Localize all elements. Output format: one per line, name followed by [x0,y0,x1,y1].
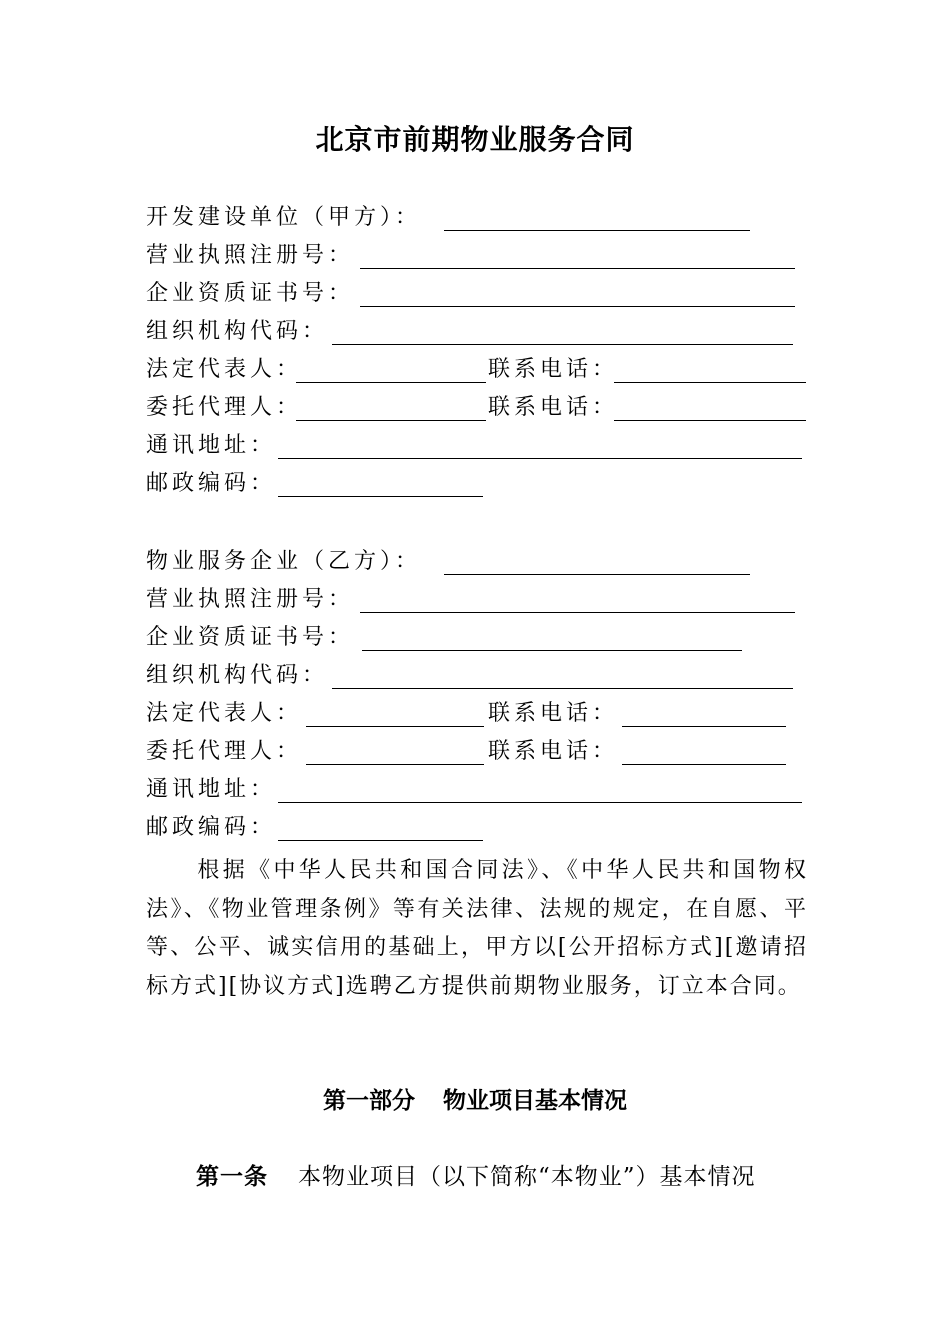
article-number: 第一条 [196,1163,268,1190]
party-b-qualification-label: 企业资质证书号： [146,625,355,650]
document-title: 北京市前期物业服务合同 [315,123,635,156]
party-b-legal-rep-label: 法定代表人： [146,701,303,726]
party-a-address-label: 通讯地址： [146,433,277,458]
party-b-org-code-field[interactable] [332,688,793,689]
party-a-agent-label: 委托代理人： [146,395,303,420]
party-a-legal-rep-field[interactable] [296,382,486,383]
party-b-phone-field[interactable] [622,726,786,727]
party-a-name-label: 开发建设单位（甲方）： [146,205,422,230]
party-a-qualification-field[interactable] [360,306,795,307]
preamble-text: 根据《中华人民共和国合同法》、《中华人民共和国物权法》、《物业管理条例》等有关法律、法规的规定，在自愿、平等、公平、诚实信用的基础上，甲方以[公开招标方式][邀请招标方式][协议方式]选聘乙方提供前期物业服务，订立本合同。 [146,858,808,999]
party-b-phone2-label: 联系电话： [488,739,619,764]
party-a-phone-field[interactable] [614,382,806,383]
party-a-phone2-label: 联系电话： [488,395,619,420]
party-b-agent-field[interactable] [306,764,484,765]
party-a-license-label: 营业执照注册号： [146,243,355,268]
party-a-postcode-field[interactable] [278,496,483,497]
party-b-qualification-field[interactable] [362,650,742,651]
party-b-license-label: 营业执照注册号： [146,587,355,612]
section-number: 第一部分 [323,1087,415,1114]
party-b-postcode-label: 邮政编码： [146,815,277,840]
party-b-address-field[interactable] [278,802,802,803]
party-a-org-code-field[interactable] [332,344,793,345]
preamble-paragraph [146,852,808,1006]
party-b-name-field[interactable] [444,574,750,575]
party-b-name-label: 物业服务企业（乙方）： [146,549,422,574]
party-a-legal-rep-label: 法定代表人： [146,357,303,382]
party-b-license-field[interactable] [360,612,795,613]
party-a-postcode-label: 邮政编码： [146,471,277,496]
party-a-org-code-label: 组织机构代码： [146,319,329,344]
party-a-qualification-label: 企业资质证书号： [146,281,355,306]
party-a-license-field[interactable] [360,268,795,269]
section-title: 物业项目基本情况 [443,1087,627,1114]
party-a-name-field[interactable] [444,230,750,231]
party-b-postcode-field[interactable] [278,840,483,841]
party-b-address-label: 通讯地址： [146,777,277,802]
party-a-address-field[interactable] [278,458,802,459]
party-b-org-code-label: 组织机构代码： [146,663,329,688]
party-b-agent-label: 委托代理人： [146,739,303,764]
party-b-phone2-field[interactable] [622,764,786,765]
article-heading [196,1158,756,1191]
party-a-phone2-field[interactable] [614,420,806,421]
party-a-phone-label: 联系电话： [488,357,619,382]
article-text: 本物业项目（以下简称“本物业”）基本情况 [298,1164,756,1190]
party-b-phone-label: 联系电话： [488,701,619,726]
party-a-agent-field[interactable] [296,420,486,421]
party-b-legal-rep-field[interactable] [306,726,484,727]
section-heading [0,1082,950,1115]
